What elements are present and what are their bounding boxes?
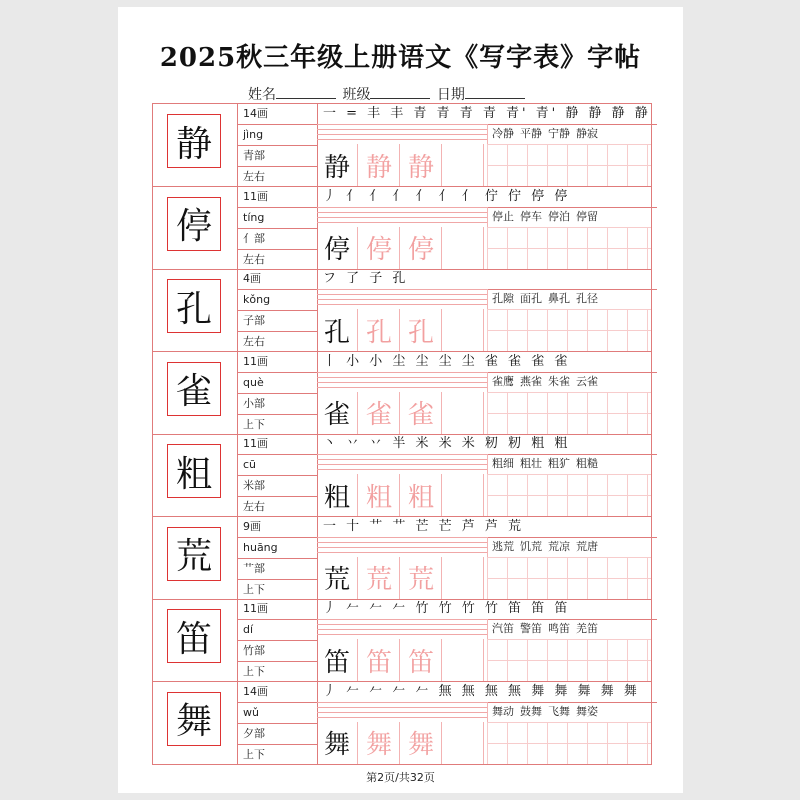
model-char: 舞 [317, 722, 358, 764]
trace-char: 荒 [401, 557, 442, 599]
vocabulary-words [487, 702, 656, 722]
vocab-word: 舞姿 [576, 704, 598, 718]
practice-grid [487, 227, 651, 269]
structure: 上下 [243, 582, 265, 596]
practice-grid [487, 557, 651, 599]
pinyin: kǒng [237, 290, 317, 311]
vocab-word: 粗糙 [576, 457, 598, 470]
stroke-count: 4画 [237, 269, 317, 290]
practice-area [317, 537, 651, 599]
big-char: 荒 [167, 527, 221, 581]
big-char-cell [153, 187, 238, 269]
blank-practice-cell [443, 144, 484, 186]
blank-practice-cell [443, 227, 484, 269]
stroke-count: 11画 [237, 599, 317, 620]
trace-char: 笛 [359, 639, 400, 681]
char-meta [237, 352, 318, 434]
vocab-word: 燕雀 [520, 374, 542, 388]
practice-area [317, 207, 651, 269]
model-char: 雀 [317, 392, 358, 434]
date-blank [465, 86, 525, 99]
big-char: 静 [167, 114, 221, 168]
worksheet-page [118, 7, 683, 793]
structure: 左右 [243, 500, 265, 513]
model-char: 笛 [317, 639, 358, 681]
pinyin: huāng [237, 538, 317, 559]
character-row [153, 682, 651, 765]
practice-lines [317, 702, 487, 722]
vocab-word: 孔径 [576, 292, 598, 305]
stroke-order: 丿 𠂉 𠂉 𠂉 竹 竹 竹 竹 笛 笛 笛 [317, 599, 657, 620]
vocab-word: 鼓舞 [520, 704, 542, 718]
stroke-order: 丿 亻 亻 亻 亻 亻 亻 佇 佇 停 停 [317, 187, 657, 208]
stroke-order: 丿 𠂉 𠂉 𠂉 𠂉 無 無 無 無 舞 舞 舞 舞 舞 [317, 682, 657, 703]
big-char-cell [153, 269, 238, 351]
character-grid [152, 103, 652, 765]
trace-char: 雀 [401, 392, 442, 434]
vocab-word: 静寂 [576, 127, 598, 140]
blank-practice-cell [443, 392, 484, 434]
character-row [153, 269, 651, 352]
big-char-cell [153, 352, 238, 434]
model-char: 孔 [317, 309, 358, 351]
radical: 竹部 [237, 641, 317, 662]
trace-char: 雀 [359, 392, 400, 434]
pinyin: tíng [237, 208, 317, 229]
name-label: 姓名 [248, 87, 276, 103]
structure: 上下 [243, 665, 265, 678]
practice-grid [487, 722, 651, 764]
vocab-word: 冷静 [492, 127, 514, 140]
practice-area [317, 372, 651, 434]
big-char-cell [153, 104, 238, 186]
trace-char: 舞 [359, 722, 400, 764]
model-char: 停 [317, 227, 358, 269]
trace-char: 停 [401, 227, 442, 269]
vocab-word: 舞动 [492, 704, 514, 718]
big-char-cell [153, 517, 238, 599]
practice-area [317, 454, 651, 516]
structure: 左右 [243, 335, 265, 348]
vocab-word: 飞舞 [548, 704, 570, 718]
info-line [248, 84, 527, 104]
big-char: 孔 [167, 279, 221, 333]
practice-grid [487, 392, 651, 434]
structure: 上下 [243, 747, 265, 761]
pinyin: cū [237, 455, 317, 476]
blank-practice-cell [443, 309, 484, 351]
trace-char: 粗 [359, 474, 400, 516]
vocab-word: 宁静 [548, 127, 570, 140]
char-meta [237, 104, 318, 186]
page-footer: 第2页/共32页 [366, 771, 435, 784]
big-char-cell [153, 599, 238, 681]
vocab-word: 羌笛 [576, 622, 598, 635]
vocab-word: 孔隙 [492, 292, 514, 305]
practice-area [317, 702, 651, 764]
big-char-cell [153, 682, 238, 764]
vocab-word: 粗犷 [548, 457, 570, 470]
vocabulary-words [487, 207, 656, 227]
character-row [153, 104, 651, 187]
vocabulary-words [487, 454, 656, 474]
model-char: 荒 [317, 557, 358, 599]
blank-practice-cell [443, 639, 484, 681]
blank-practice-cell [443, 557, 484, 599]
vocab-word: 鸣笛 [548, 622, 570, 635]
vocab-word: 停泊 [548, 209, 570, 223]
radical: 青部 [237, 146, 317, 167]
vocab-word: 面孔 [520, 292, 542, 305]
trace-char: 舞 [401, 722, 442, 764]
structure: 左右 [243, 170, 265, 183]
stroke-count: 14画 [237, 104, 317, 125]
stroke-order: 丶 丷 丷 半 米 米 米 籾 籾 粗 粗 [317, 434, 657, 455]
char-meta [237, 187, 318, 269]
practice-lines [317, 372, 487, 392]
practice-lines [317, 124, 487, 144]
stroke-count: 14画 [237, 682, 317, 703]
trace-char: 粗 [401, 474, 442, 516]
big-char: 雀 [167, 362, 221, 416]
vocab-word: 鼻孔 [548, 292, 570, 305]
practice-grid [487, 639, 651, 681]
radical: 亻部 [237, 229, 317, 250]
trace-char: 静 [359, 144, 400, 186]
trace-char: 孔 [359, 309, 400, 351]
practice-area [317, 619, 651, 681]
practice-lines [317, 454, 487, 474]
practice-grid [487, 474, 651, 516]
stroke-count: 11画 [237, 187, 317, 208]
vocab-word: 逃荒 [492, 539, 514, 553]
blank-practice-cell [443, 722, 484, 764]
radical: 小部 [237, 394, 317, 415]
stroke-order: 丨 小 小 尘 尘 尘 尘 雀 雀 雀 雀 [317, 352, 657, 373]
vocab-word: 停止 [492, 209, 514, 223]
vocab-word: 荒凉 [548, 539, 570, 553]
pinyin: wǔ [237, 703, 317, 724]
vocab-word: 荒唐 [576, 539, 598, 553]
big-char: 舞 [167, 692, 221, 746]
class-label: 班级 [342, 87, 371, 103]
vocab-word: 停车 [520, 209, 542, 223]
vocab-word: 饥荒 [520, 539, 542, 553]
practice-grid [487, 144, 651, 186]
stroke-order: 一 = 丰 丰 青 青 青 青 青' 青' 静 静 静 静 [317, 104, 657, 125]
vocab-word: 粗壮 [520, 457, 542, 470]
vocab-word: 汽笛 [492, 622, 514, 635]
vocab-word: 平静 [520, 127, 542, 140]
practice-lines [317, 289, 487, 309]
vocab-word: 朱雀 [548, 374, 570, 388]
character-row [153, 434, 651, 517]
trace-char: 孔 [401, 309, 442, 351]
blank-practice-cell [443, 474, 484, 516]
model-char: 粗 [317, 474, 358, 516]
practice-area [317, 289, 651, 351]
vocab-word: 停留 [576, 209, 598, 223]
trace-char: 静 [401, 144, 442, 186]
page-title: 2025秋三年级上册语文《写字表》字帖 [159, 43, 642, 73]
trace-char: 笛 [401, 639, 442, 681]
stroke-order: 一 十 艹 艹 芒 芒 芦 芦 荒 [317, 517, 657, 538]
char-meta [237, 517, 318, 599]
date-label: 日期 [436, 87, 465, 103]
trace-char: 停 [359, 227, 400, 269]
stroke-count: 11画 [237, 434, 317, 455]
stroke-count: 9画 [237, 517, 317, 538]
character-row [153, 599, 651, 682]
model-char: 静 [317, 144, 358, 186]
char-meta [237, 269, 318, 351]
practice-lines [317, 537, 487, 557]
trace-char: 荒 [359, 557, 400, 599]
vocabulary-words [487, 619, 656, 639]
char-meta [237, 434, 318, 516]
vocab-word: 粗细 [492, 457, 514, 470]
pinyin: jìng [237, 125, 317, 146]
vocabulary-words [487, 537, 656, 557]
pinyin: què [237, 373, 317, 394]
character-row [153, 187, 651, 270]
big-char-cell [153, 434, 238, 516]
character-row [153, 352, 651, 435]
structure: 左右 [243, 252, 265, 266]
vocabulary-words [487, 124, 656, 144]
practice-lines [317, 619, 487, 639]
practice-lines [317, 207, 487, 227]
vocab-word: 雀鹰 [492, 374, 514, 388]
stroke-order: フ 了 子 孔 [317, 269, 657, 290]
name-blank [276, 86, 336, 99]
big-char: 粗 [167, 444, 221, 498]
pinyin: dí [237, 620, 317, 641]
stroke-count: 11画 [237, 352, 317, 373]
vocabulary-words [487, 372, 656, 392]
radical: 子部 [237, 311, 317, 332]
char-meta [237, 599, 318, 681]
big-char: 笛 [167, 609, 221, 663]
practice-area [317, 124, 651, 186]
practice-grid [487, 309, 651, 351]
radical: 艹部 [237, 559, 317, 580]
structure: 上下 [243, 417, 265, 431]
vocab-word: 云雀 [576, 374, 598, 388]
vocabulary-words [487, 289, 656, 309]
character-row [153, 517, 651, 600]
class-blank [370, 86, 430, 99]
big-char: 停 [167, 197, 221, 251]
radical: 米部 [237, 476, 317, 497]
vocab-word: 警笛 [520, 622, 542, 635]
radical: 夕部 [237, 724, 317, 745]
char-meta [237, 682, 318, 764]
